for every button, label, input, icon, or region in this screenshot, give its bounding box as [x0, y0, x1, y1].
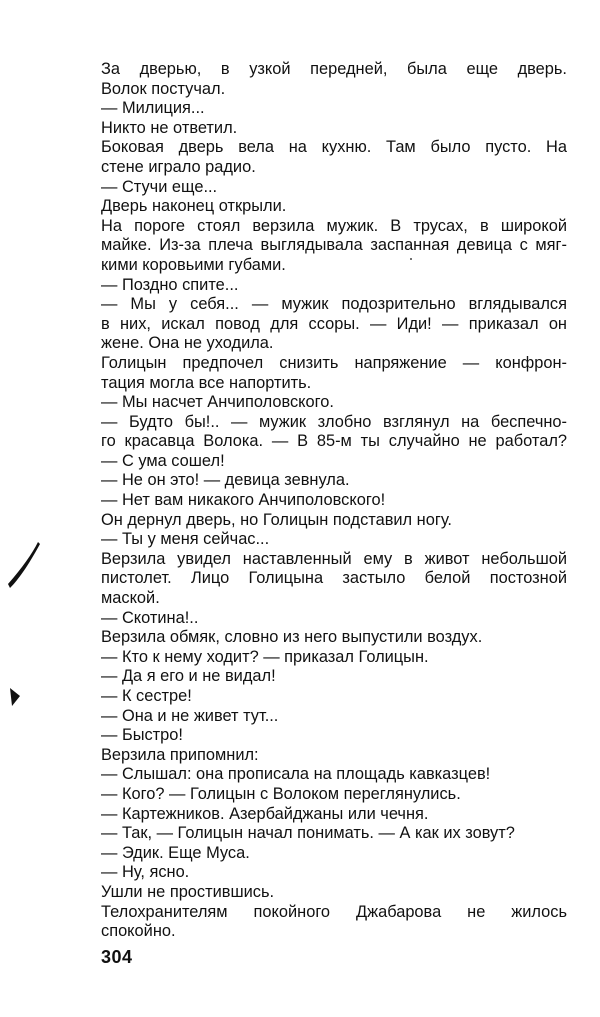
text-line-21: — С ума сошел!: [101, 451, 225, 470]
text-line-8: Дверь наконец открыли.: [101, 197, 287, 216]
text-line-39: — Картежников. Азербайджаны или чечня.: [101, 804, 429, 823]
page-number: 304: [101, 947, 133, 967]
text-line-6: стене играло радио.: [101, 157, 256, 176]
text-line-38: — Кого? — Голицын с Волоком переглянулись.: [101, 784, 461, 803]
text-line-13: — Мы у себя... — мужик подозрительно вглядывался: [101, 295, 567, 314]
text-line-35: — Быстро!: [101, 726, 183, 745]
text-line-23: — Нет вам никакого Анчиполовского!: [101, 491, 386, 510]
text-line-5: Боковая дверь вела на кухню. Там было пусто. На: [101, 138, 567, 157]
text-line-12: — Поздно спите...: [101, 275, 239, 294]
margin-triangle-mark: [8, 686, 22, 708]
margin-slash-mark: [4, 540, 44, 590]
text-line-7: — Стучи еще...: [101, 177, 218, 196]
text-line-4: Никто не ответил.: [101, 118, 238, 137]
print-speck: [410, 258, 412, 260]
text-line-45: спокойно.: [101, 922, 176, 941]
text-line-3: — Милиция...: [101, 99, 205, 118]
text-line-15: жене. Она не уходила.: [101, 334, 274, 353]
text-line-10: майке. Из-за плеча выглядывала заспанная девица с мяг-: [101, 236, 567, 255]
text-line-34: — Она и не живет тут...: [101, 706, 279, 725]
text-line-11: кими коровьими губами.: [101, 255, 286, 274]
text-line-22: — Не он это! — девица зевнула.: [101, 471, 350, 490]
text-line-28: маской.: [101, 589, 160, 608]
text-line-27: пистолет. Лицо Голицына застыло белой постозной: [101, 569, 567, 588]
text-line-9: На пороге стоял верзила мужик. В трусах, в широкой: [101, 216, 567, 235]
text-line-18: — Мы насчет Анчиполовского.: [101, 393, 334, 412]
text-line-1: За дверью, в узкой передней, была еще дверь.: [101, 60, 567, 78]
text-line-31: — Кто к нему ходит? — приказал Голицын.: [101, 647, 429, 666]
text-line-43: Ушли не простившись.: [101, 882, 275, 901]
text-line-25: — Ты у меня сейчас...: [101, 530, 270, 549]
text-line-41: — Эдик. Еще Муса.: [101, 843, 250, 862]
text-line-40: — Так, — Голицын начал понимать. — А как их зовут?: [101, 824, 515, 843]
text-line-36: Верзила припомнил:: [101, 745, 259, 764]
text-line-29: — Скотина!..: [101, 608, 199, 627]
text-line-44: Телохранителям покойного Джабарова не жилось: [101, 902, 567, 921]
text-line-33: — К сестре!: [101, 687, 192, 705]
text-line-17: тация могла все напортить.: [101, 373, 312, 392]
text-line-14: в них, искал повод для ссоры. — Иди! — приказал он: [101, 314, 567, 333]
text-line-37: — Слышал: она прописала на площадь кавказцев!: [101, 765, 491, 784]
page-body: [101, 60, 567, 942]
text-line-20: го красавца Волока. — В 85-м ты случайно не работал?: [101, 432, 567, 451]
text-line-32: — Да я его и не видал!: [101, 667, 276, 686]
text-line-24: Он дернул дверь, но Голицын подставил ногу.: [101, 510, 452, 529]
text-line-26: Верзила увидел наставленный ему в живот небольшой: [101, 549, 567, 568]
text-line-2: Волок постучал.: [101, 79, 226, 98]
text-line-42: — Ну, ясно.: [101, 863, 190, 882]
text-line-30: Верзила обмяк, словно из него выпустили воздух.: [101, 628, 483, 647]
text-line-16: Голицын предпочел снизить напряжение — конфрон-: [101, 353, 567, 372]
text-line-19: — Будто бы!.. — мужик злобно взглянул на беспечно-: [101, 412, 567, 431]
